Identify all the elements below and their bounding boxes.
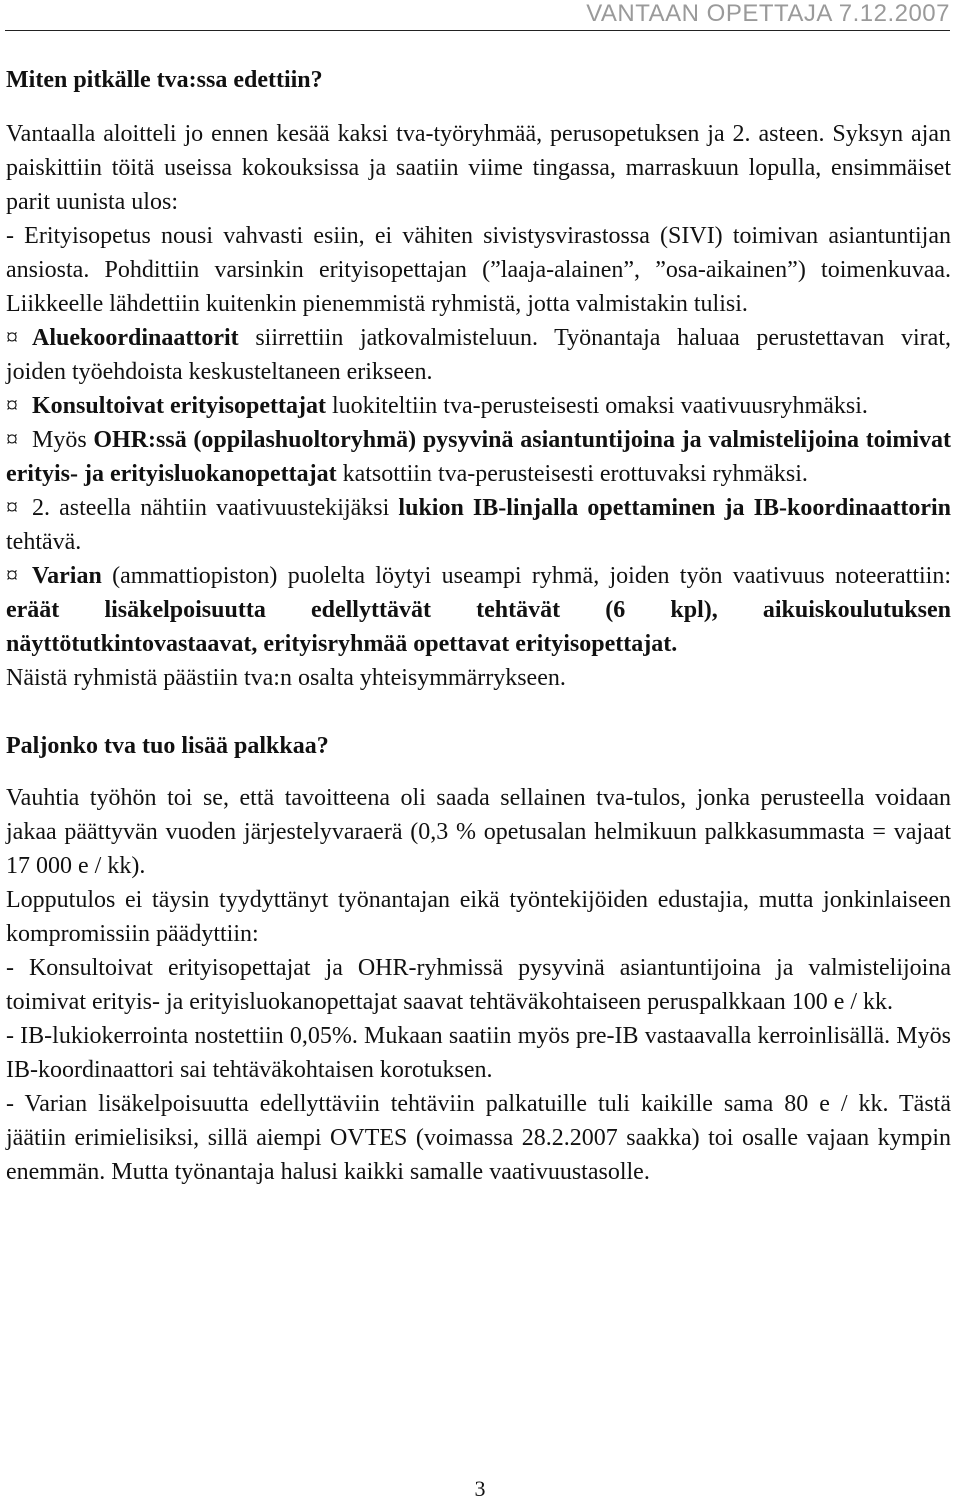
closing-paragraph: Näistä ryhmistä päästiin tva:n osalta yhteisymmärrykseen. xyxy=(6,665,566,691)
bullet-item-ib-line: ¤ 2. asteella nähtiin vaativuustekijäksi lukion IB-linjalla opettaminen ja IB-koordinaattorin tehtävä. xyxy=(6,491,951,559)
page-number: 3 xyxy=(474,1476,486,1501)
salary-paragraph-1: Vauhtia työhön toi se, että tavoitteena oli saada sellainen tva-tulos, jonka perusteella voidaan jakaa päättyvän vuoden järjestelyvaraerä (0,3 % opetusalan helmikuun palkkasummasta = vajaat 17 000 e / kk). xyxy=(6,785,951,879)
dash-item-varia-raise: - Varian lisäkelpoisuutta edellyttäviin tehtäviin palkatuille tuli kaikille sama 80 e / kk. Tästä jäätiin erimielisiksi, sillä aiempi OVTES (voimassa 28.2.2007 saakka) toi osalle vajaan kympin enemmän. Mutta työnantaja halusi kaikki samalle vaativuustasolle. xyxy=(6,1091,951,1185)
page-header xyxy=(5,0,950,31)
bullet-symbol-icon: ¤ xyxy=(6,563,18,589)
bullet-item-ohr: ¤ Myös OHR:ssä (oppilashuoltoryhmä) pysyvinä asiantuntijoina ja valmistelijoina toimivat erityis- ja erityisluokanopettajat katsottiin tva-perusteisesti erottuvaksi ryhmäksi. xyxy=(6,423,951,491)
dash-item-consulting-raise: - Konsultoivat erityisopettajat ja OHR-ryhmissä pysyvinä asiantuntijoina ja valmistelijoina toimivat erityis- ja erityisluokanopettajat saavat tehtäväkohtaiseen peruspalkkaan 100 e / kk. xyxy=(6,955,951,1015)
section-heading-progress: Miten pitkälle tva:ssa edettiin? xyxy=(6,67,323,93)
salary-paragraph-2: Lopputulos ei täysin tyydyttänyt työnantajan eikä työntekijöiden edustajia, mutta jonkinlaiseen kompromissiin päädyttiin: xyxy=(6,887,951,947)
bullet-item-varia: ¤ Varian (ammattiopiston) puolelta löytyi useampi ryhmä, joiden työn vaativuus noteerattiin: eräät lisäkelpoisuutta edellyttävät tehtävät (6 kpl), aikuiskoulutuksen näyttötutkintovastaavat, erityisryhmää opettavat erityisopettajat. xyxy=(6,559,951,661)
header-publication-date: VANTAAN OPETTAJA 7.12.2007 xyxy=(586,0,950,27)
article-body xyxy=(6,63,951,1189)
bullet-item-area-coordinators: ¤ Aluekoordinaattorit siirrettiin jatkovalmisteluun. Työnantaja haluaa perustettavan virat, joiden työehdoista keskusteltaneen erikseen. xyxy=(6,321,951,389)
section-heading-salary: Paljonko tva tuo lisää palkkaa? xyxy=(6,733,329,759)
dash-item-ib-coefficient: - IB-lukiokerrointa nostettiin 0,05%. Mukaan saatiin myös pre-IB vastaavalla kerroinlisällä. Myös IB-koordinaattori sai tehtäväkohtaisen korotuksen. xyxy=(6,1023,951,1083)
bullet-symbol-icon: ¤ xyxy=(6,325,18,351)
bullet-symbol-icon: ¤ xyxy=(6,393,18,419)
bullet-symbol-icon: ¤ xyxy=(6,495,18,521)
bullet-symbol-icon: ¤ xyxy=(6,427,18,453)
dash-item-special-education: - Erityisopetus nousi vahvasti esiin, ei vähiten sivistysvirastossa (SIVI) toimivan asiantuntijan ansiosta. Pohdittiin varsinkin erityisopettajan (”laaja-alainen”, ”osa-aikainen”) toimenkuvaa. Liikkeelle lähdettiin kuitenkin pienemmistä ryhmistä, jotta valmistakin tulisi. xyxy=(6,223,951,317)
intro-paragraph: Vantaalla aloitteli jo ennen kesää kaksi tva-työryhmää, perusopetuksen ja 2. asteen. Syksyn ajan paiskittiin töitä useissa kokouksissa ja saatiin viime tingassa, marraskuun lopulla, ensimmäiset parit uunista ulos: xyxy=(6,121,951,215)
bullet-item-consulting-teachers: ¤ Konsultoivat erityisopettajat luokiteltiin tva-perusteisesti omaksi vaativuusryhmäksi. xyxy=(6,389,951,423)
